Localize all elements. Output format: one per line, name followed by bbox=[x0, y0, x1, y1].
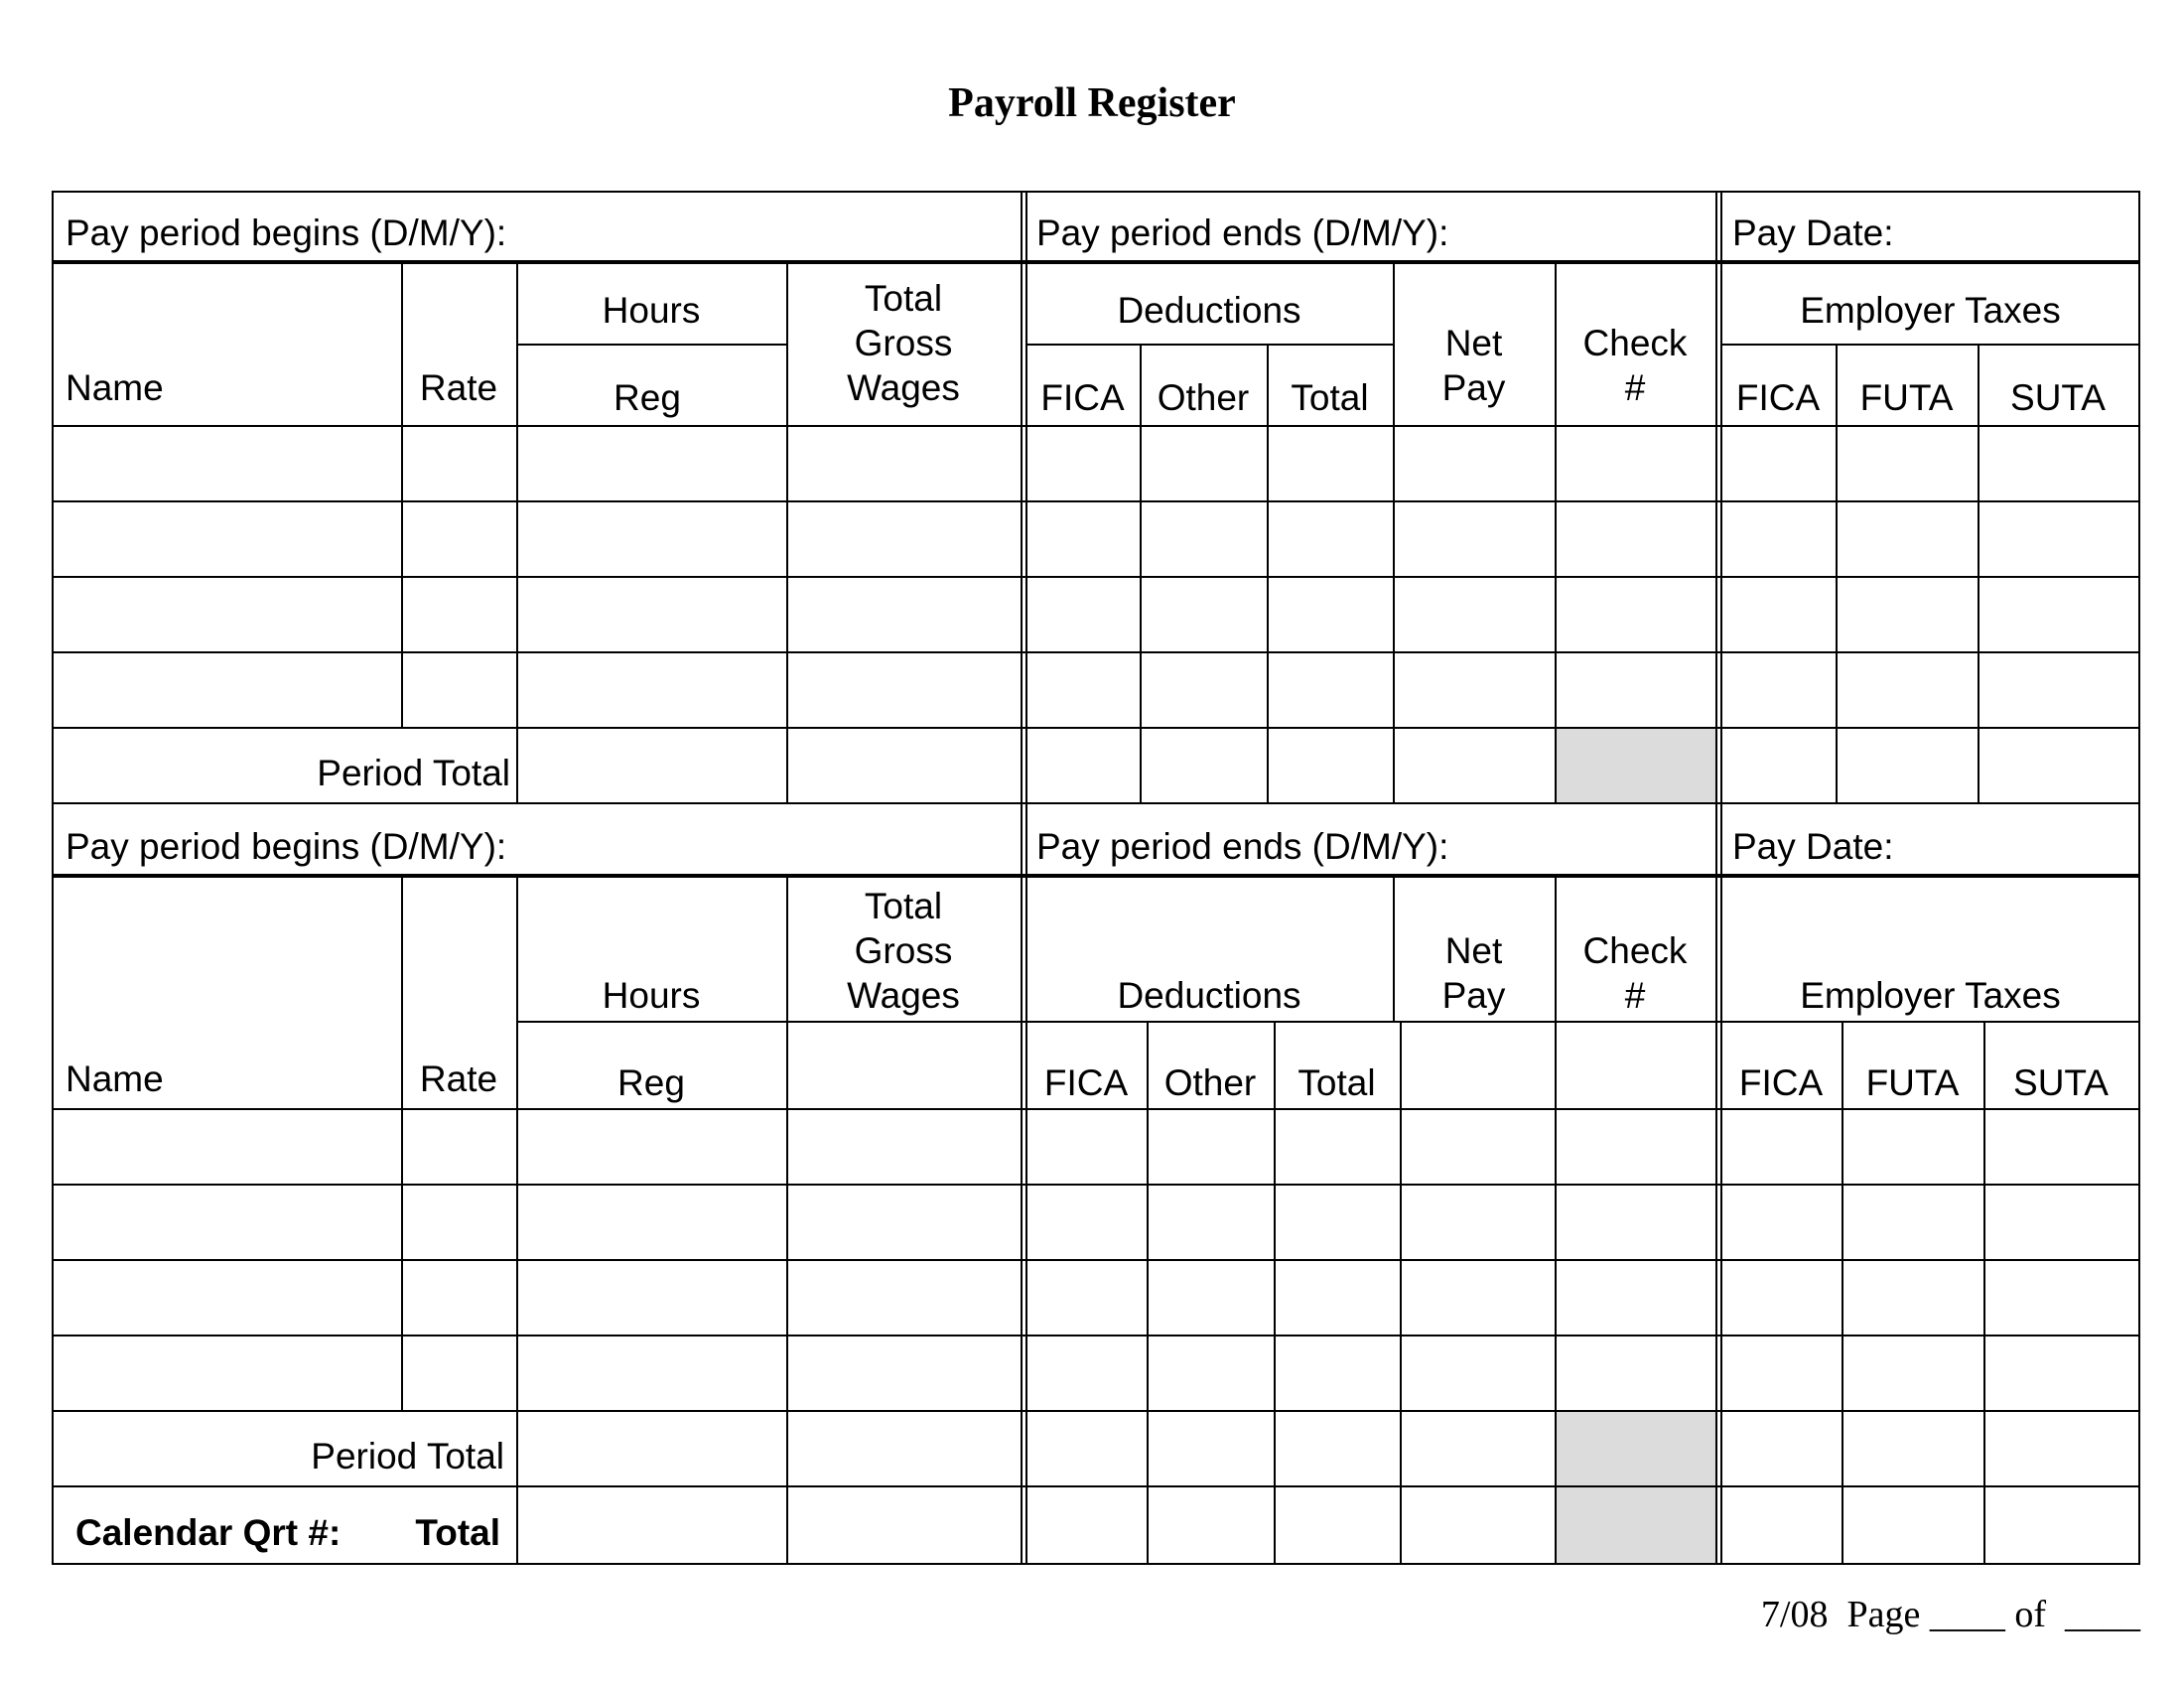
s2-row-line-5 bbox=[52, 1485, 2140, 1487]
s1-gross-header-3: Wages bbox=[847, 367, 960, 408]
divider-double-2a bbox=[1715, 191, 1717, 1565]
hours-subline-1 bbox=[516, 344, 786, 346]
page-label: Page bbox=[1846, 1594, 1921, 1635]
table-bottom-border bbox=[52, 1563, 2140, 1565]
s1-row-line-4 bbox=[52, 727, 2140, 729]
page-number-blank: ____ bbox=[1929, 1594, 2005, 1635]
s2-suta-header: SUTA bbox=[2013, 1062, 2109, 1103]
s2-period-ends-label: Pay period ends (D/M/Y): bbox=[1036, 826, 1449, 867]
s2-fica-header: FICA bbox=[1043, 1062, 1129, 1103]
s2-row-line-2 bbox=[52, 1259, 2140, 1261]
s2-pay-date-label: Pay Date: bbox=[1732, 826, 1894, 867]
s1-other-header: Other bbox=[1157, 377, 1250, 418]
s2-reg-header: Reg bbox=[617, 1062, 685, 1103]
table-right-border bbox=[2138, 191, 2140, 1565]
deductions-subline-1 bbox=[1025, 344, 1393, 346]
s1-period-ends-label: Pay period ends (D/M/Y): bbox=[1036, 212, 1449, 253]
s1-row-line-5 bbox=[52, 802, 2140, 804]
section2-period-line bbox=[52, 874, 2140, 878]
divider-double-1a bbox=[1021, 191, 1023, 1565]
s2-col-rate-left bbox=[401, 874, 403, 1410]
revision-date: 7/08 bbox=[1760, 1594, 1829, 1635]
s1-deductions-header: Deductions bbox=[1117, 290, 1301, 331]
s2-deductions-header: Deductions bbox=[1117, 975, 1301, 1016]
page-count-blank: ____ bbox=[2065, 1594, 2140, 1635]
s1-employer-taxes-header: Employer Taxes bbox=[1800, 290, 2061, 331]
s2-period-total-label: Period Total bbox=[311, 1436, 504, 1477]
s2-check-header-2: # bbox=[1624, 975, 1646, 1016]
s1-suta-header: SUTA bbox=[2010, 377, 2106, 418]
s2-hours-header: Hours bbox=[602, 975, 701, 1016]
s2-emp-fica-header: FICA bbox=[1738, 1062, 1824, 1103]
s1-hours-header: Hours bbox=[602, 290, 701, 331]
s1-check-header-2: # bbox=[1624, 367, 1646, 408]
s2-row-line-4 bbox=[52, 1410, 2140, 1412]
s1-pay-date-label: Pay Date: bbox=[1732, 212, 1894, 253]
s1-period-begins-label: Pay period begins (D/M/Y): bbox=[66, 212, 507, 253]
s1-rate-header: Rate bbox=[419, 367, 498, 408]
section2-header-bottom bbox=[52, 1108, 2140, 1110]
s1-row-line-3 bbox=[52, 651, 2140, 653]
s1-gross-header-1: Total bbox=[864, 278, 943, 319]
s2-check-qrt-shaded bbox=[1557, 1487, 1715, 1563]
s2-gross-header-3: Wages bbox=[847, 975, 960, 1016]
s1-col-rate-left bbox=[401, 260, 403, 727]
employer-subline-1 bbox=[1720, 344, 2140, 346]
s1-check-total-shaded bbox=[1557, 729, 1715, 802]
s2-total-header: Total bbox=[1297, 1062, 1376, 1103]
calendar-qrt-label: Calendar Qrt #: bbox=[75, 1512, 341, 1553]
s1-row-line-2 bbox=[52, 576, 2140, 578]
s2-gross-header-1: Total bbox=[864, 886, 943, 926]
table-left-border bbox=[52, 191, 54, 1565]
section1-header-bottom bbox=[52, 425, 2140, 427]
s1-row-line-1 bbox=[52, 500, 2140, 502]
s2-rate-header: Rate bbox=[419, 1058, 498, 1099]
s2-gross-header-2: Gross bbox=[854, 930, 953, 971]
s1-reg-header: Reg bbox=[614, 377, 681, 418]
section2-subheader-line bbox=[516, 1021, 2140, 1023]
s1-col-hours-left bbox=[516, 260, 518, 802]
s2-employer-taxes-header: Employer Taxes bbox=[1800, 975, 2061, 1016]
s1-futa-header: FUTA bbox=[1859, 377, 1954, 418]
s2-net-header-2: Pay bbox=[1441, 975, 1506, 1016]
table-top-border bbox=[52, 191, 2140, 193]
s1-net-header-1: Net bbox=[1444, 323, 1503, 363]
s1-period-total-label: Period Total bbox=[317, 753, 510, 793]
s1-emp-fica-header: FICA bbox=[1735, 377, 1821, 418]
s1-name-header: Name bbox=[66, 367, 164, 408]
section1-period-line bbox=[52, 260, 2140, 264]
s2-check-total-shaded bbox=[1557, 1412, 1715, 1485]
s2-name-header: Name bbox=[66, 1058, 164, 1099]
calendar-total-label: Total bbox=[415, 1512, 500, 1553]
s1-check-header-1: Check bbox=[1582, 323, 1688, 363]
s1-total-header: Total bbox=[1291, 377, 1369, 418]
s2-row-line-3 bbox=[52, 1335, 2140, 1336]
s1-fica-header: FICA bbox=[1040, 377, 1125, 418]
page-title: Payroll Register bbox=[948, 80, 1236, 126]
s2-net-header-1: Net bbox=[1444, 930, 1503, 971]
page-footer bbox=[1761, 1593, 2140, 1636]
s1-net-header-2: Pay bbox=[1441, 367, 1506, 408]
s2-other-header: Other bbox=[1163, 1062, 1257, 1103]
payroll-register-table bbox=[52, 191, 2140, 1565]
s2-row-line-1 bbox=[52, 1184, 2140, 1186]
s2-col-net-left bbox=[1400, 1021, 1402, 1565]
s2-check-header-1: Check bbox=[1582, 930, 1688, 971]
s2-futa-header: FUTA bbox=[1865, 1062, 1960, 1103]
of-label: of bbox=[2014, 1594, 2046, 1635]
s1-gross-header-2: Gross bbox=[854, 323, 953, 363]
s2-period-begins-label: Pay period begins (D/M/Y): bbox=[66, 826, 507, 867]
